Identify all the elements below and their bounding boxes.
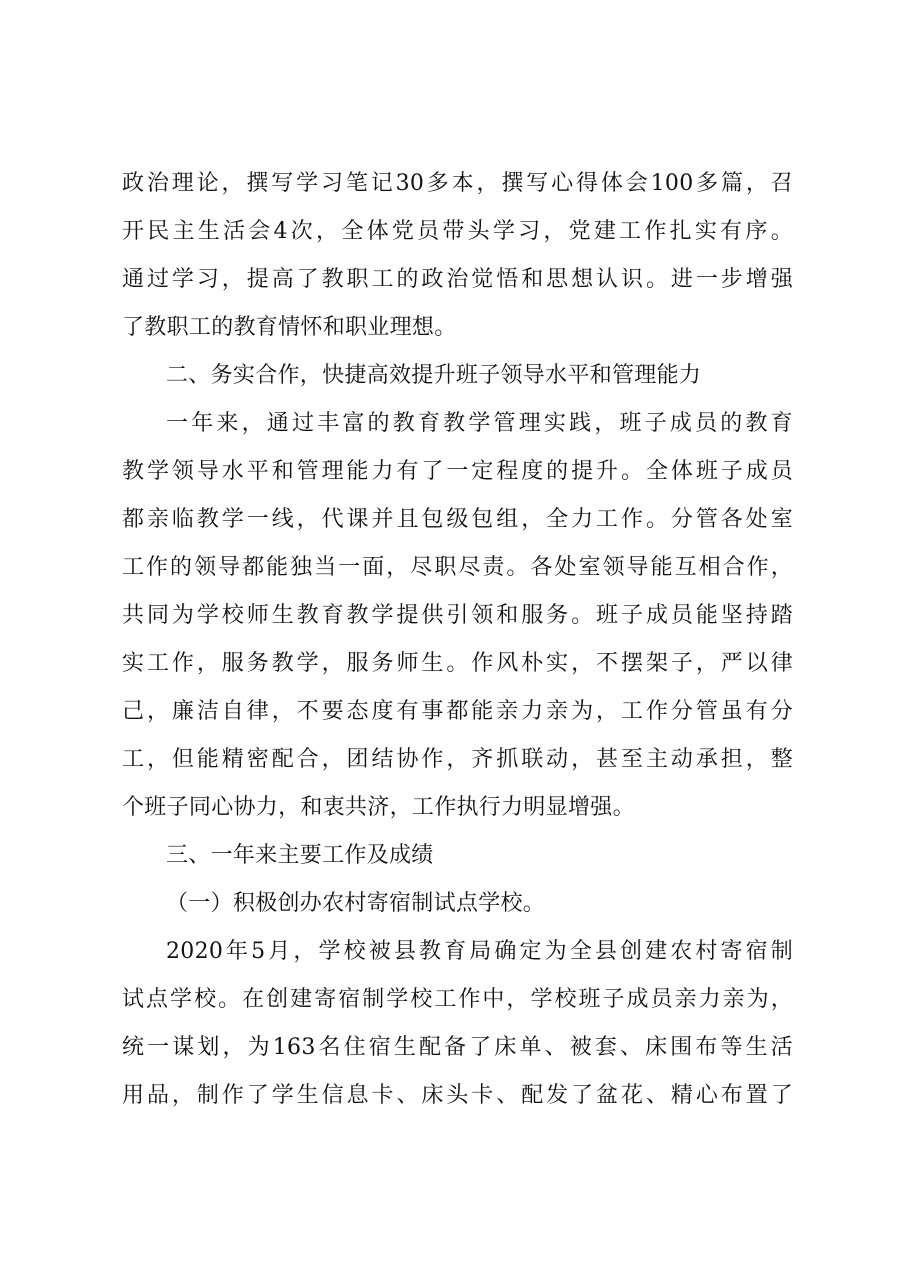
section-heading: 三、一年来主要工作及成绩 bbox=[166, 843, 434, 868]
body-text-line: 工作的领导都能独当一面，尽职尽责。各处室领导能互相合作， bbox=[122, 555, 793, 580]
body-text-line: 工，但能精密配合，团结协作，齐抓联动，甚至主动承担，整 bbox=[122, 747, 793, 772]
body-text-line: 一年来，通过丰富的教育教学管理实践，班子成员的教育 bbox=[166, 411, 793, 436]
body-text-line: 个班子同心协力，和衷共济，工作执行力明显增强。 bbox=[122, 795, 635, 820]
body-text-line: 2020年5月，学校被县教育局确定为全县创建农村寄宿制 bbox=[166, 939, 793, 964]
body-text-line: 通过学习，提高了教职工的政治觉悟和思想认识。进一步增强 bbox=[122, 267, 793, 292]
body-text-line: 都亲临教学一线，代课并且包级包组，全力工作。分管各处室 bbox=[122, 507, 793, 532]
body-text-line: 己，廉洁自律，不要态度有事都能亲力亲为，工作分管虽有分 bbox=[122, 699, 793, 724]
body-text-line: 开民主生活会4次，全体党员带头学习，党建工作扎实有序。 bbox=[122, 219, 793, 244]
body-text-line: 政治理论，撰写学习笔记30多本，撰写心得体会100多篇，召 bbox=[122, 171, 793, 196]
subsection-heading: （一）积极创办农村寄宿制试点学校。 bbox=[166, 891, 546, 916]
body-text-line: 了教职工的教育情怀和职业理想。 bbox=[122, 315, 457, 340]
body-text-line: 试点学校。在创建寄宿制学校工作中，学校班子成员亲力亲为， bbox=[122, 987, 793, 1012]
body-text-line: 用品，制作了学生信息卡、床头卡、配发了盆花、精心布置了 bbox=[122, 1083, 793, 1108]
body-text-line: 教学领导水平和管理能力有了一定程度的提升。全体班子成员 bbox=[122, 459, 793, 484]
body-text-line: 实工作，服务教学，服务师生。作风朴实，不摆架子，严以律 bbox=[122, 651, 793, 676]
section-heading: 二、务实合作，快捷高效提升班子领导水平和管理能力 bbox=[166, 363, 702, 388]
body-text-line: 统一谋划，为163名住宿生配备了床单、被套、床围布等生活 bbox=[122, 1035, 793, 1060]
body-text-line: 共同为学校师生教育教学提供引领和服务。班子成员能坚持踏 bbox=[122, 603, 793, 628]
